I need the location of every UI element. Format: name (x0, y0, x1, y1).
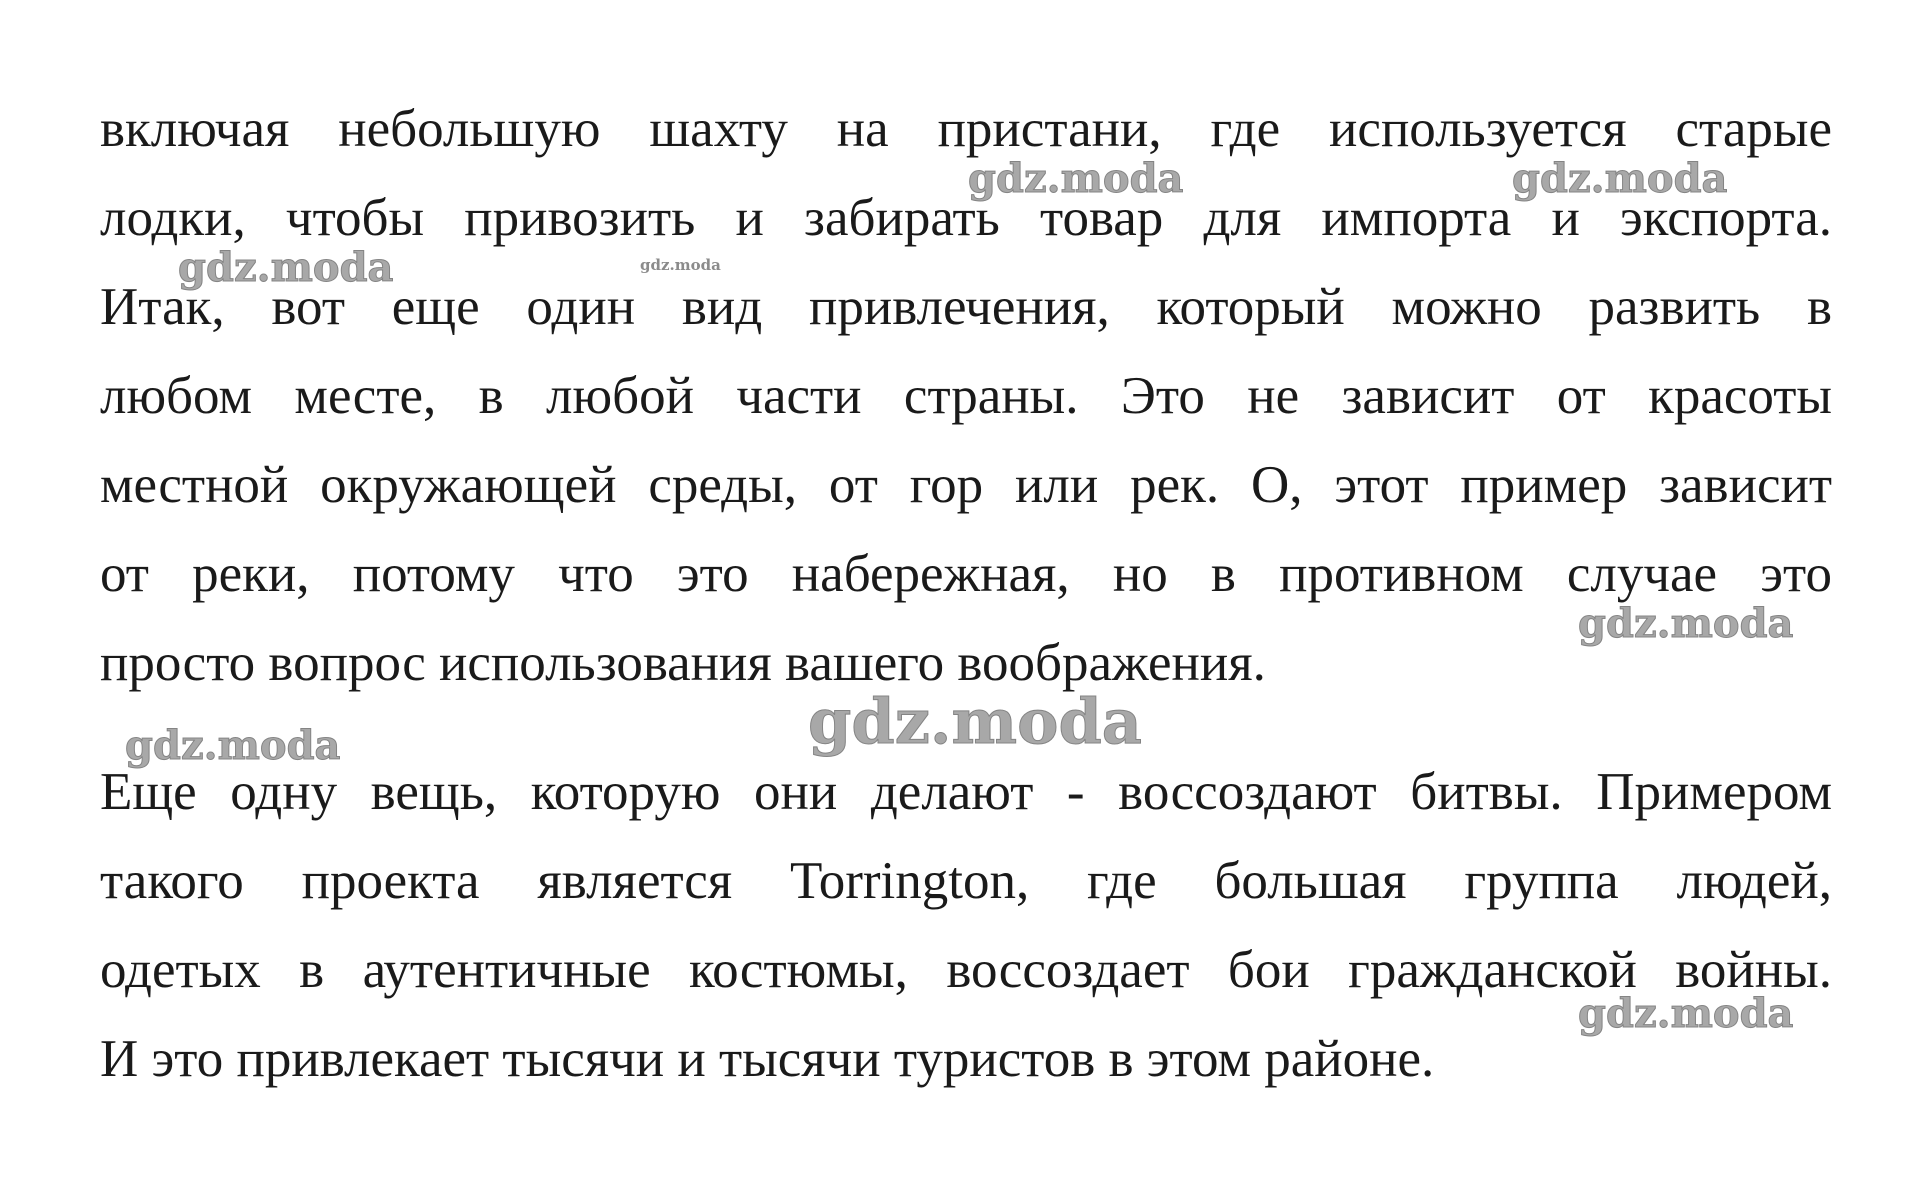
text-line: Итак, вот еще один вид привлечения, который можно развить в (100, 278, 1832, 336)
watermark: gdz.moda (125, 722, 341, 769)
text-line: любом месте, в любой части страны. Это не зависит от красоты (100, 367, 1832, 425)
text-line: лодки, чтобы привозить и забирать товар для импорта и экспорта. (100, 189, 1832, 247)
text-line: от реки, потому что это набережная, но в противном случае это (100, 545, 1832, 603)
text-line: И это привлекает тысячи и тысячи туристов в этом районе. (100, 1030, 1435, 1088)
text-line: местной окружающей среды, от гор или рек. О, этот пример зависит (100, 456, 1832, 514)
watermark: gdz.moda (640, 256, 721, 274)
watermark: gdz.moda (178, 244, 394, 291)
watermark: gdz.moda (1512, 155, 1728, 202)
watermark: gdz.moda (968, 155, 1184, 202)
text-line: просто вопрос использования вашего воображения. (100, 634, 1266, 692)
watermark: gdz.moda (1578, 600, 1794, 647)
text-line: включая небольшую шахту на пристани, где используется старые (100, 100, 1832, 158)
text-line: одетых в аутентичные костюмы, воссоздает бои гражданской войны. (100, 941, 1832, 999)
watermark: gdz.moda (1578, 990, 1794, 1037)
text-line: такого проекта является Torrington, где большая группа людей, (100, 852, 1832, 910)
paragraph-2 (100, 748, 1832, 1104)
text-line: Еще одну вещь, которую они делают - воссоздают битвы. Примером (100, 763, 1832, 821)
watermark: gdz.moda (808, 685, 1142, 758)
